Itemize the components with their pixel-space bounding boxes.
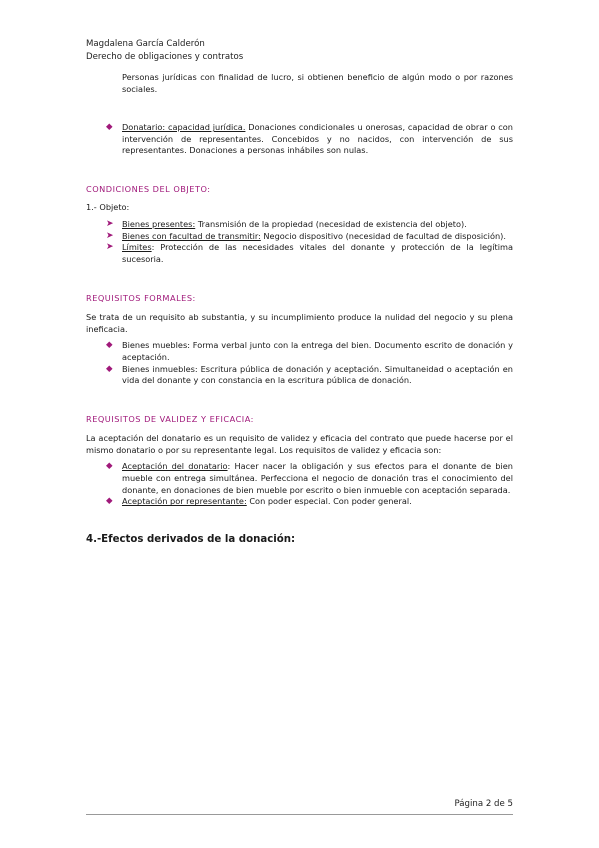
- donatario-label: Donatario: capacidad jurídica.: [122, 122, 246, 133]
- formales-item: [86, 340, 513, 363]
- header-subject: Derecho de obligaciones y contratos: [86, 51, 244, 62]
- donatario-text: Donaciones condicionales u onerosas, capacidad de obrar o con intervención de representantes. Concebidos y no nacidos, con intervención de sus representantes. Donaciones a personas inhábiles son nulas.: [122, 122, 513, 156]
- arrow-bullet-icon: ➤: [106, 219, 114, 230]
- objeto-heading: CONDICIONES DEL OBJETO:: [86, 183, 211, 194]
- arrow-bullet-icon: ➤: [106, 242, 114, 253]
- validez-paragraph: La aceptación del donatario es un requisito de validez y eficacia del contrato que puede hacerse por el mismo donatario o por su representante legal. Los requisitos de validez y eficacia son:: [86, 433, 513, 455]
- formales-item: [86, 364, 513, 387]
- formales-item-text: Bienes muebles: Forma verbal junto con la entrega del bien. Documento escrito de donación y aceptación.: [122, 340, 513, 362]
- diamond-bullet-icon: ◆: [106, 496, 113, 507]
- validez-list: [86, 461, 513, 507]
- validez-heading: REQUISITOS DE VALIDEZ Y EFICACIA:: [86, 413, 254, 424]
- formales-heading: REQUISITOS FORMALES:: [86, 292, 196, 303]
- objeto-item-text: Transmisión de la propiedad (necesidad de existencia del objeto).: [195, 219, 467, 230]
- objeto-item-text: Negocio dispositivo (necesidad de facultad de disposición).: [260, 230, 506, 241]
- objeto-item-label: Bienes con facultad de transmitir:: [122, 230, 261, 241]
- objeto-list: [86, 219, 513, 265]
- objeto-item-label: Límites: [122, 242, 152, 253]
- formales-paragraph: Se trata de un requisito ab substantia, y su incumplimiento produce la nulidad del negocio y su plena ineficacia.: [86, 312, 513, 334]
- diamond-bullet-icon: ◆: [106, 363, 113, 374]
- objeto-item: [86, 231, 513, 243]
- validez-item-label: Aceptación por representante:: [122, 496, 247, 507]
- validez-item-text: Con poder especial. Con poder general.: [246, 496, 412, 507]
- page-content: [86, 72, 513, 545]
- validez-item: [86, 461, 513, 496]
- objeto-subheading: 1.- Objeto:: [86, 201, 130, 212]
- validez-item-text: : Hacer nacer la obligación y sus efectos para el donante de bien mueble con entrega simultánea. Perfecciona el negocio de donación tras el conocimiento del donante, en donaciones de bien mueble por escrito o bien inmueble con aceptación separada.: [122, 461, 513, 495]
- diamond-bullet-icon: ◆: [106, 340, 113, 351]
- objeto-item-label: Bienes presentes:: [122, 219, 196, 230]
- objeto-item: [86, 219, 513, 231]
- donatario-list: [86, 122, 513, 157]
- objeto-item: [86, 242, 513, 265]
- intro-paragraph: Personas jurídicas con finalidad de lucro, si obtienen beneficio de algún modo o por razones sociales.: [122, 72, 513, 94]
- validez-item: [86, 496, 513, 508]
- page-header: [86, 38, 243, 63]
- formales-item-text: Bienes inmuebles: Escritura pública de donación y aceptación. Simultaneidad o aceptación en vida del donante y con constancia en la escritura pública de donación.: [122, 363, 513, 386]
- arrow-bullet-icon: ➤: [106, 230, 114, 241]
- validez-item-label: Aceptación del donatario: [122, 461, 228, 472]
- objeto-item-text: : Protección de las necesidades vitales del donante y protección de la legítima sucesoria.: [122, 242, 513, 264]
- donatario-item: [86, 122, 513, 157]
- footer-rule: [86, 814, 513, 815]
- efectos-heading: 4.-Efectos derivados de la donación:: [86, 533, 296, 545]
- header-author: Magdalena García Calderón: [86, 39, 205, 49]
- diamond-bullet-icon: ◆: [106, 122, 113, 133]
- formales-list: [86, 340, 513, 386]
- diamond-bullet-icon: ◆: [106, 461, 113, 472]
- page-number: Página 2 de 5: [454, 799, 513, 809]
